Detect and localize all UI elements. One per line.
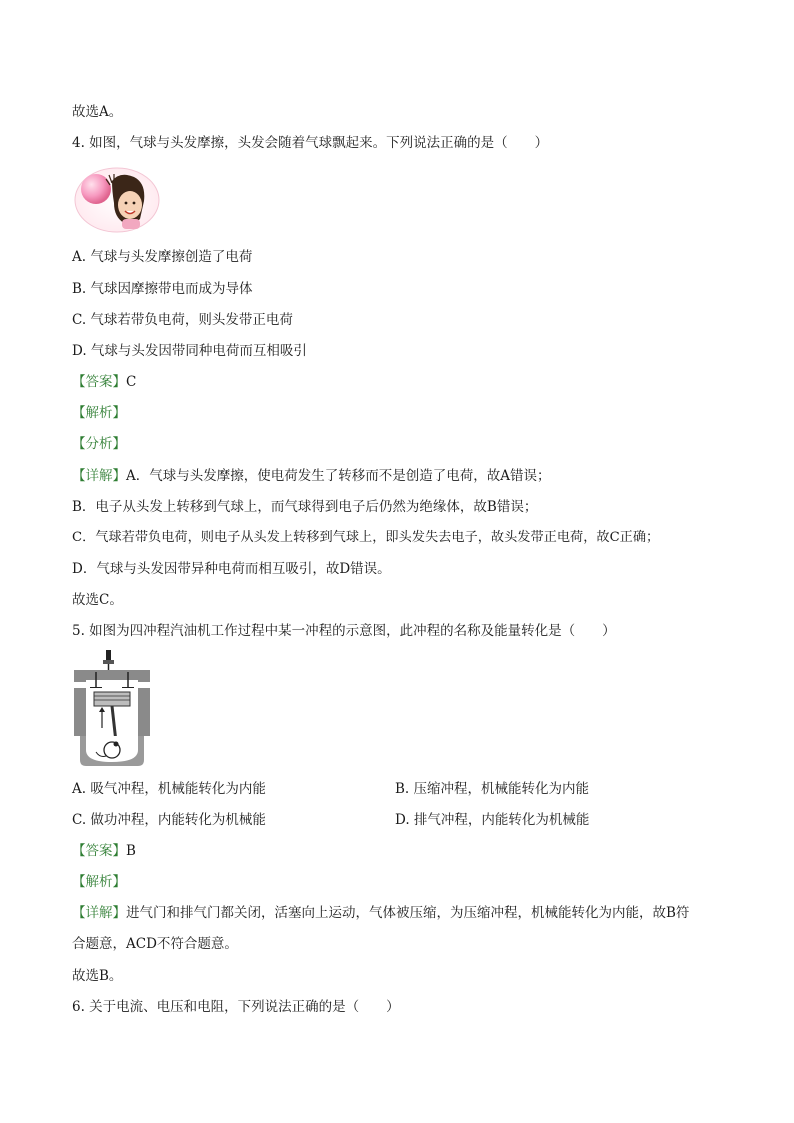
q5-answer-value: B [126, 843, 136, 859]
q5-option-b: B. 压缩冲程，机械能转化为内能 [395, 781, 590, 797]
q4-detail-line-1 [72, 466, 551, 486]
q5-option-c: C. 做功冲程，内能转化为机械能 [72, 812, 266, 828]
q4-option-d: D. 气球与头发因带同种电荷而互相吸引 [72, 343, 307, 359]
q5-detail-label: 【详解】 [72, 905, 126, 921]
q4-detail-line-2: B．电子从头发上转移到气球上，而气球得到电子后仍然为绝缘体，故B错误； [72, 499, 538, 515]
q5-option-d: D. 排气冲程，内能转化为机械能 [395, 812, 590, 828]
q4-detail-line-3: C．气球若带负电荷，则电子从头发上转移到气球上，即头发失去电子，故头发带正电荷，故C正确； [72, 530, 660, 545]
q4-answer [72, 372, 136, 392]
q5-detail-line-2: 合题意，ACD不符合题意。 [72, 936, 238, 952]
q5-answer-label: 【答案】 [72, 843, 126, 859]
q5-analysis-label: 【解析】 [72, 874, 126, 890]
question-5-stem: 5. 如图为四冲程汽油机工作过程中某一冲程的示意图，此冲程的名称及能量转化是（ ） [72, 623, 616, 639]
q5-detail-text-1: 进气门和排气门都关闭，活塞向上运动，气体被压缩，为压缩冲程，机械能转化为内能，故B符 [126, 905, 690, 921]
q4-answer-label: 【答案】 [72, 374, 126, 390]
q4-fenxi-label: 【分析】 [72, 436, 126, 452]
question-6-stem: 6. 关于电流、电压和电阻，下列说法正确的是（ ） [72, 999, 400, 1015]
q4-answer-value: C [126, 374, 137, 390]
q4-detail-label: 【详解】 [72, 468, 126, 484]
q4-option-b: B. 气球因摩擦带电而成为导体 [72, 281, 253, 297]
balloon-girl-image [74, 167, 160, 233]
question-4-stem: 4. 如图，气球与头发摩擦，头发会随着气球飘起来。下列说法正确的是（ ） [72, 135, 549, 151]
q4-analysis-label: 【解析】 [72, 405, 126, 421]
q5-option-a: A. 吸气冲程，机械能转化为内能 [72, 781, 266, 797]
q4-detail-text-1: A．气球与头发摩擦，使电荷发生了转移而不是创造了电荷，故A错误； [126, 468, 551, 484]
q4-option-c: C. 气球若带负电荷，则头发带正电荷 [72, 312, 293, 328]
q4-conclusion: 故选C。 [72, 592, 123, 608]
q5-conclusion: 故选B。 [72, 968, 123, 984]
q5-answer [72, 841, 136, 861]
engine-diagram [72, 650, 152, 768]
previous-conclusion: 故选A。 [72, 104, 123, 120]
q4-option-a: A. 气球与头发摩擦创造了电荷 [72, 249, 253, 265]
q4-detail-line-4: D．气球与头发因带异种电荷而相互吸引，故D错误。 [72, 561, 391, 577]
q5-detail-line-1 [72, 903, 689, 923]
